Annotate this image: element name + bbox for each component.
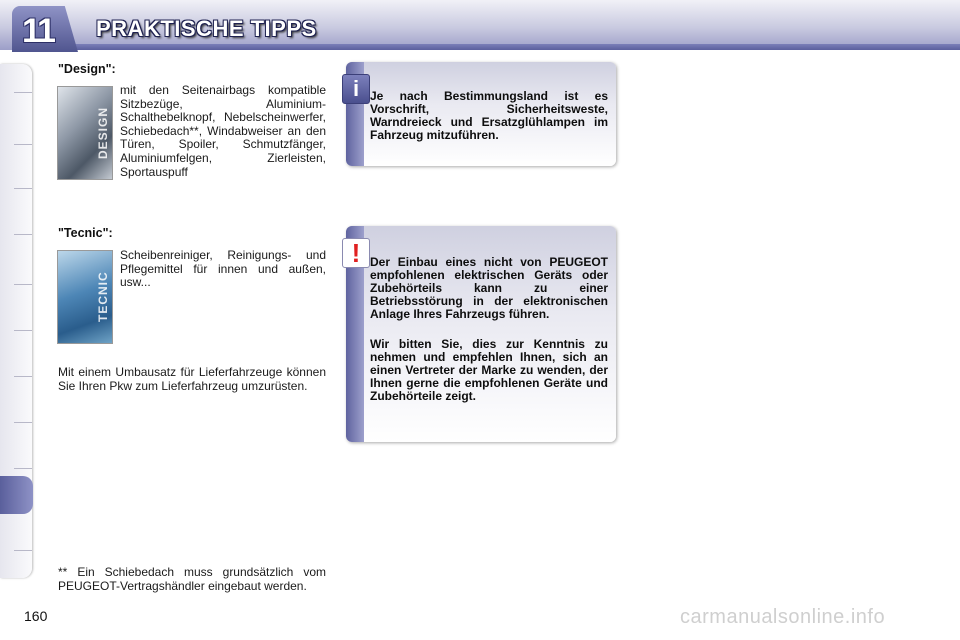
tab-divider bbox=[14, 330, 32, 331]
info-box bbox=[346, 62, 616, 166]
page-title: PRAKTISCHE TIPPS bbox=[96, 16, 317, 41]
tab-divider bbox=[14, 284, 32, 285]
footnote: ** Ein Schiebedach muss grundsätzlich vom PEUGEOT-Vertragshändler eingebaut werden. bbox=[58, 565, 326, 593]
design-thumbnail-label: DESIGN bbox=[96, 107, 110, 160]
tecnic-thumbnail-label: TECNIC bbox=[96, 271, 110, 323]
tecnic-text: Scheibenreiniger, Reinigungs- und Pflegemittel für innen und außen, usw... bbox=[120, 248, 326, 290]
tab-divider bbox=[14, 550, 32, 551]
tab-divider bbox=[14, 234, 32, 235]
tab-divider bbox=[14, 144, 32, 145]
tab-divider bbox=[14, 468, 32, 469]
tab-divider bbox=[14, 422, 32, 423]
tab-divider bbox=[14, 188, 32, 189]
design-thumbnail bbox=[57, 86, 113, 180]
tab-divider bbox=[14, 92, 32, 93]
design-heading: "Design": bbox=[58, 62, 116, 76]
watermark: carmanualsonline.info bbox=[680, 606, 886, 628]
warning-icon: ! bbox=[342, 238, 370, 268]
conversion-text: Mit einem Umbausatz für Lieferfahrzeuge können Sie Ihren Pkw zum Lieferfahrzeug umzurüsten. bbox=[58, 365, 326, 393]
info-box-text: Je nach Bestimmungsland ist es Vorschrift, Sicherheitsweste, Warndreieck und Ersatzglühlampen im Fahrzeug mitzuführen. bbox=[370, 89, 608, 142]
page-number: 160 bbox=[24, 608, 48, 624]
tecnic-thumbnail bbox=[57, 250, 113, 344]
tab-divider bbox=[14, 376, 32, 377]
active-chapter-tab bbox=[0, 476, 33, 514]
warning-box bbox=[346, 226, 616, 442]
info-icon: i bbox=[342, 74, 370, 104]
warning-box-text-1: Der Einbau eines nicht von PEUGEOT empfohlenen elektrischen Geräts oder Zubehörteils kann zu einer Betriebsstörung in der elektronischen Anlage Ihres Fahrzeugs führen. bbox=[370, 255, 608, 321]
header-rule bbox=[60, 44, 960, 50]
warning-box-text-2: Wir bitten Sie, dies zur Kenntnis zu nehmen und empfehlen Ihnen, sich an einen Vertreter der Marke zu wenden, der Ihnen gerne die empfohlenen Geräte und Zubehörteile zeigt. bbox=[370, 337, 608, 403]
design-text: mit den Seitenairbags kompatible Sitzbezüge, Aluminium-Schalthebelknopf, Nebelscheinwerfer, Schiebedach**, Windabweiser an den Türen, Spoiler, Schmutzfänger, Aluminiumfelgen, Zierleisten, Sportauspuff bbox=[120, 83, 326, 179]
tecnic-heading: "Tecnic": bbox=[58, 226, 113, 240]
chapter-number: 11 bbox=[22, 12, 54, 50]
